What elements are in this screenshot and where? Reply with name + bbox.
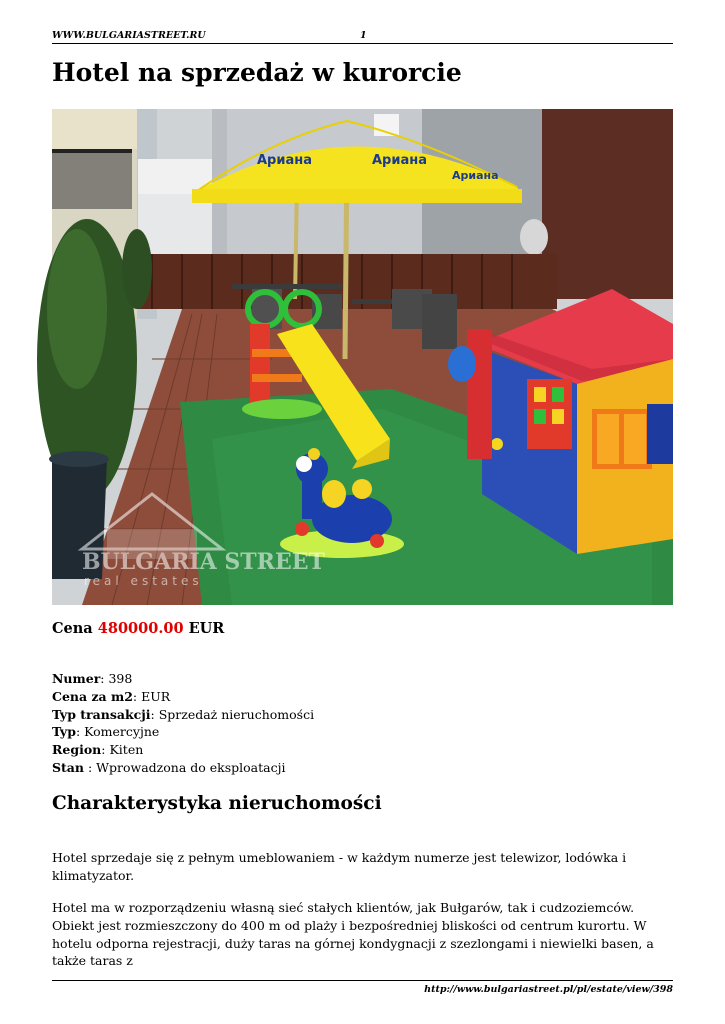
description-paragraph: Hotel sprzedaje się z pełnym umeblowaniem - w każdym numerze jest telewizor, lodówka i klimatyzator. <box>52 850 627 883</box>
umbrella-brand: Ариана <box>257 153 313 168</box>
page-title: Hotel na sprzedaż w kurorcie <box>52 58 462 87</box>
detail-label: Cena za m2 <box>52 688 133 704</box>
header-site: WWW.BULGARIASTREET.RU <box>52 30 206 41</box>
detail-label: Numer <box>52 671 101 686</box>
price-line <box>52 620 224 637</box>
page-number: 1 <box>360 30 367 41</box>
detail-value: EUR <box>141 688 171 704</box>
detail-row: Cena za m2: EUR <box>52 688 171 704</box>
detail-value: Kiten <box>109 742 144 758</box>
detail-label: Typ <box>52 724 76 740</box>
detail-label: Region <box>52 742 102 758</box>
price-currency: EUR <box>188 620 225 637</box>
footer-url[interactable]: http://www.bulgariastreet.pl/pl/estate/view/398 <box>424 984 673 995</box>
detail-row: Region: Kiten <box>52 742 144 758</box>
description-paragraph: Hotel ma w rozporządzeniu własną sieć stałych klientów, jak Bułgarów, tak i cudzoziemców. Obiekt jest rozmieszczony do 400 m od plaży i bezpośredniej bliskości od centrum kurortu. W hotelu odporna rejestracji, duży taras na górnej kondygnacji z szezlongami i niewielki basen, a także taras z <box>52 900 654 969</box>
page-header <box>52 29 673 44</box>
watermark-title: BULGARIA STREET <box>82 549 325 575</box>
umbrella-brand-2: Ариана <box>372 153 428 168</box>
detail-label: Typ transakcji <box>52 706 151 722</box>
detail-row: Typ: Komercyjne <box>52 724 160 740</box>
umbrella-brand-3: Ариана <box>452 169 499 182</box>
detail-value: Komercyjne <box>84 724 160 740</box>
property-details <box>52 670 314 777</box>
property-photo <box>52 109 673 605</box>
detail-row: Numer: 398 <box>52 671 133 686</box>
detail-label: Stan <box>52 759 84 775</box>
detail-value: Sprzedaż nieruchomości <box>158 706 315 722</box>
price-amount: 480000.00 <box>97 620 184 637</box>
detail-row: Stan : Wprowadzona do eksploatacji <box>52 759 286 775</box>
price-label: Cena <box>52 620 93 637</box>
section-title: Charakterystyka nieruchomości <box>52 793 382 814</box>
watermark-subtitle: real estates <box>84 574 203 588</box>
detail-value: Wprowadzona do eksploatacji <box>96 759 286 775</box>
page-footer <box>52 980 673 997</box>
detail-row: Typ transakcji: Sprzedaż nieruchomości <box>52 706 315 722</box>
detail-value: 398 <box>108 671 133 686</box>
